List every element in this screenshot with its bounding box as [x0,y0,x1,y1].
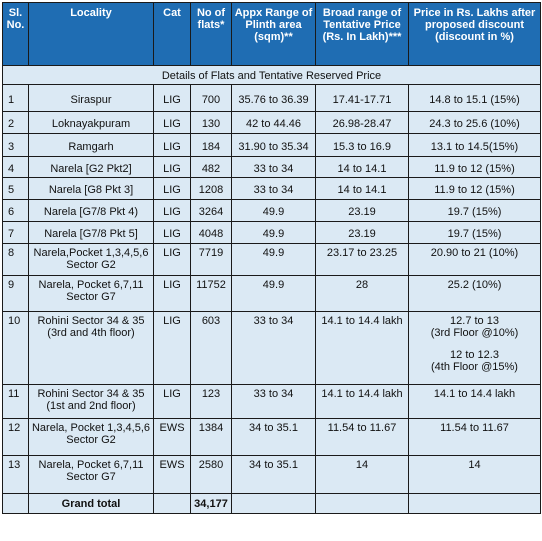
cell-sl: 2 [3,112,29,134]
cell-price: 11.9 to 12 (15%) [409,178,541,200]
cell-category: LIG [154,244,191,276]
cell-flats: 1208 [191,178,232,200]
cell-sl: 4 [3,157,29,178]
cell-tentative: 23.19 [316,222,409,244]
price-line: 12 to 12.3 [450,349,499,361]
cell-empty [154,494,191,514]
cell-category: EWS [154,456,191,494]
cell-price: 14.1 to 14.4 lakh [409,385,541,419]
cell-sl: 9 [3,276,29,312]
cell-plinth: 34 to 35.1 [232,456,316,494]
header-locality: Locality [29,3,154,66]
cell-category: LIG [154,276,191,312]
cell-category: EWS [154,419,191,456]
cell-tentative: 11.54 to 11.67 [316,419,409,456]
cell-category: LIG [154,85,191,112]
cell-flats: 123 [191,385,232,419]
table-row [3,134,541,157]
cell-tentative: 14.1 to 14.4 lakh [316,312,409,385]
cell-locality: Loknayakpuram [29,112,154,134]
table-row [3,222,541,244]
header-row [3,3,541,66]
table-row [3,85,541,112]
cell-locality [29,312,154,385]
cell-tentative: 28 [316,276,409,312]
cell-locality: Narela [G8 Pkt 3] [29,178,154,200]
table-row [3,200,541,222]
cell-empty [409,494,541,514]
locality-line: Sector G2 [66,434,116,446]
cell-plinth: 33 to 34 [232,157,316,178]
cell-price: 13.1 to 14.5(15%) [409,134,541,157]
cell-plinth: 31.90 to 35.34 [232,134,316,157]
header-tentative-price: Broad range of Tentative Price (Rs. In Lakh)*** [316,3,409,66]
cell-price: 20.90 to 21 (10%) [409,244,541,276]
cell-tentative: 14.1 to 14.4 lakh [316,385,409,419]
price-line: 12.7 to 13 [450,315,499,327]
locality-line: Narela, Pocket 6,7,11 [38,279,144,291]
cell-plinth: 33 to 34 [232,312,316,385]
cell-category: LIG [154,385,191,419]
header-category: Cat [154,3,191,66]
table-row [3,244,541,276]
price-line: (4th Floor @15%) [431,361,518,373]
cell-sl: 11 [3,385,29,419]
locality-line: Sector G7 [66,291,116,303]
header-sl-no: Sl. No. [3,3,29,66]
cell-locality: Narela [G7/8 Pkt 4) [29,200,154,222]
cell-tentative: 26.98-28.47 [316,112,409,134]
cell-flats: 603 [191,312,232,385]
cell-price: 11.54 to 11.67 [409,419,541,456]
cell-flats: 700 [191,85,232,112]
grand-total-flats: 34,177 [191,494,232,514]
cell-flats: 1384 [191,419,232,456]
cell-price: 19.7 (15%) [409,200,541,222]
cell-category: LIG [154,134,191,157]
table-row [3,312,541,385]
cell-sl: 10 [3,312,29,385]
header-no-of-flats: No of flats* [191,3,232,66]
cell-plinth: 49.9 [232,244,316,276]
cell-plinth: 42 to 44.46 [232,112,316,134]
table-row [3,157,541,178]
locality-line: Narela, Pocket 6,7,11 [38,459,144,471]
cell-plinth: 49.9 [232,222,316,244]
price-line: (3rd Floor @10%) [430,327,519,339]
cell-flats: 482 [191,157,232,178]
cell-sl: 7 [3,222,29,244]
cell-flats: 7719 [191,244,232,276]
cell-price: 19.7 (15%) [409,222,541,244]
cell-category: LIG [154,312,191,385]
cell-sl: 6 [3,200,29,222]
table-row [3,178,541,200]
locality-line: Narela, Pocket 1,3,4,5,6 [31,422,150,434]
cell-locality: Narela [G2 Pkt2] [29,157,154,178]
cell-flats: 11752 [191,276,232,312]
table-row [3,385,541,419]
cell-category: LIG [154,222,191,244]
cell-category: LIG [154,112,191,134]
table-title-row [3,66,541,85]
table-row [3,456,541,494]
price-4th-floor [411,349,538,373]
header-plinth-area: Appx Range of Plinth area (sqm)** [232,3,316,66]
locality-line: (3rd and 4th floor) [47,327,135,339]
cell-flats: 3264 [191,200,232,222]
cell-plinth: 33 to 34 [232,385,316,419]
cell-flats: 184 [191,134,232,157]
cell-price: 24.3 to 25.6 (10%) [409,112,541,134]
locality-line: Rohini Sector 34 & 35 [37,315,145,327]
cell-price [409,312,541,385]
cell-flats: 4048 [191,222,232,244]
cell-tentative: 14 to 14.1 [316,178,409,200]
grand-total-row [3,494,541,514]
cell-locality: Siraspur [29,85,154,112]
cell-tentative: 17.41-17.71 [316,85,409,112]
locality-line: (1st and 2nd floor) [46,400,136,412]
grand-total-label: Grand total [29,494,154,514]
cell-locality: Narela [G7/8 Pkt 5] [29,222,154,244]
cell-tentative: 23.19 [316,200,409,222]
cell-price: 14.8 to 15.1 (15%) [409,85,541,112]
cell-tentative: 14 [316,456,409,494]
table-row [3,419,541,456]
cell-plinth: 33 to 34 [232,178,316,200]
cell-tentative: 15.3 to 16.9 [316,134,409,157]
cell-category: LIG [154,200,191,222]
cell-sl: 12 [3,419,29,456]
cell-sl: 1 [3,85,29,112]
locality-line: Narela,Pocket 1,3,4,5,6 [33,247,149,259]
cell-locality [29,244,154,276]
cell-empty [232,494,316,514]
flats-table-container [2,2,540,514]
cell-plinth: 49.9 [232,276,316,312]
cell-sl: 3 [3,134,29,157]
table-row [3,276,541,312]
cell-empty [316,494,409,514]
cell-plinth: 49.9 [232,200,316,222]
cell-flats: 130 [191,112,232,134]
cell-flats: 2580 [191,456,232,494]
table-title: Details of Flats and Tentative Reserved Price [3,66,541,85]
locality-line: Sector G2 [66,259,116,271]
locality-line: Rohini Sector 34 & 35 [37,388,145,400]
cell-locality [29,419,154,456]
cell-sl: 8 [3,244,29,276]
cell-tentative: 23.17 to 23.25 [316,244,409,276]
cell-locality [29,456,154,494]
cell-sl: 13 [3,456,29,494]
cell-empty [3,494,29,514]
cell-locality: Ramgarh [29,134,154,157]
cell-price: 11.9 to 12 (15%) [409,157,541,178]
flats-price-table [2,2,541,514]
cell-tentative: 14 to 14.1 [316,157,409,178]
cell-price: 14 [409,456,541,494]
cell-locality [29,276,154,312]
cell-price: 25.2 (10%) [409,276,541,312]
cell-sl: 5 [3,178,29,200]
cell-plinth: 34 to 35.1 [232,419,316,456]
header-discounted-price: Price in Rs. Lakhs after proposed discount (discount in %) [409,3,541,66]
cell-plinth: 35.76 to 36.39 [232,85,316,112]
table-row [3,112,541,134]
cell-locality [29,385,154,419]
locality-line: Sector G7 [66,471,116,483]
cell-category: LIG [154,178,191,200]
cell-category: LIG [154,157,191,178]
price-3rd-floor [411,315,538,339]
